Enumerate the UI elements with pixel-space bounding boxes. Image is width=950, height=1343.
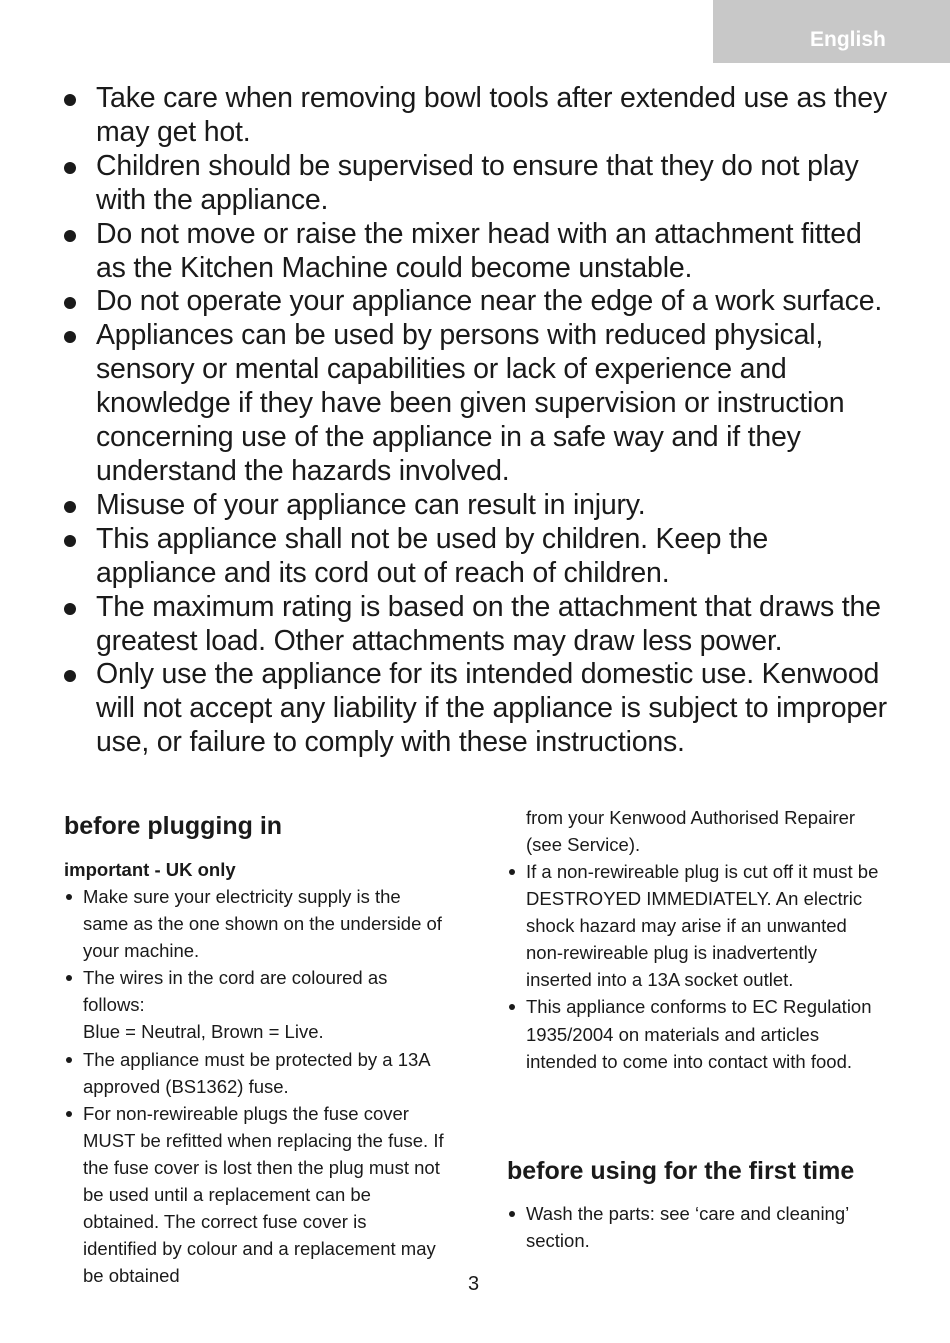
bullet-icon [64, 501, 76, 513]
continued-text: from your Kenwood Authorised Repairer (see Service). [526, 807, 856, 856]
bullet-icon [64, 230, 76, 242]
bullet-icon [66, 1057, 72, 1063]
bullet-icon [66, 1111, 72, 1117]
bullet-icon [66, 894, 72, 900]
bullet-icon [64, 535, 76, 547]
bullet-icon [64, 603, 76, 615]
plugging-list-continued [507, 858, 882, 1075]
first-use-heading: before using for the first time [507, 1157, 855, 1185]
bullet-icon [509, 1004, 515, 1010]
bullet-icon [509, 869, 515, 875]
bullet-icon [64, 162, 76, 174]
bullet-icon [64, 94, 76, 106]
list-item: Only use the appliance for its intended domestic use. Kenwood will not accept any liability if the appliance is subject to improper use, or failure to comply with these instructions. [60, 658, 890, 760]
list-item: The wires in the cord are coloured as follows: Blue = Neutral, Brown = Live. [64, 964, 444, 1045]
page-number: 3 [468, 1273, 480, 1295]
safety-list [60, 82, 890, 760]
list-item: For non-rewireable plugs the fuse cover MUST be refitted when replacing the fuse. If the fuse cover is lost then the plug must not be used until a replacement can be obtained. The correct fuse cover is identified by colour and a replacement may be obtained [64, 1100, 444, 1290]
bullet-icon [66, 975, 72, 981]
list-item: The maximum rating is based on the attachment that draws the greatest load. Other attachments may draw less power. [60, 591, 890, 659]
before-plugging-heading: before plugging in [64, 812, 283, 840]
list-item: The appliance must be protected by a 13A approved (BS1362) fuse. [64, 1046, 444, 1100]
list-item: Do not operate your appliance near the edge of a work surface. [60, 285, 890, 319]
list-item: Wash the parts: see ‘care and cleaning’ section. [507, 1200, 882, 1254]
list-item: This appliance shall not be used by children. Keep the appliance and its cord out of reach of children. [60, 523, 890, 591]
list-item: Children should be supervised to ensure that they do not play with the appliance. [60, 150, 890, 218]
bullet-icon [64, 331, 76, 343]
language-tab [713, 0, 950, 63]
first-use-list [507, 1200, 882, 1254]
bullet-icon [64, 297, 76, 309]
list-item: This appliance conforms to EC Regulation 1935/2004 on materials and articles intended to come into contact with food. [507, 993, 882, 1074]
bullet-icon [64, 670, 76, 682]
list-item: Do not move or raise the mixer head with an attachment fitted as the Kitchen Machine could become unstable. [60, 218, 890, 286]
list-item: Misuse of your appliance can result in injury. [60, 489, 890, 523]
list-item: If a non-rewireable plug is cut off it must be DESTROYED IMMEDIATELY. An electric shock hazard may arise if an unwanted non-rewireable plug is inadvertently inserted into a 13A socket outlet. [507, 858, 882, 993]
bullet-icon [509, 1211, 515, 1217]
plugging-list [64, 883, 444, 1289]
list-item: Make sure your electricity supply is the same as the one shown on the underside of your machine. [64, 883, 444, 964]
language-label: English [810, 28, 886, 51]
uk-only-subheading: important - UK only [64, 859, 236, 880]
list-item: Appliances can be used by persons with reduced physical, sensory or mental capabilities or lack of experience and knowledge if they have been given supervision or instruction concerning use of the appliance in a safe way and if they understand the hazards involved. [60, 319, 890, 489]
wire-colours: Blue = Neutral, Brown = Live. [83, 1021, 324, 1043]
list-item: Take care when removing bowl tools after extended use as they may get hot. [60, 82, 890, 150]
